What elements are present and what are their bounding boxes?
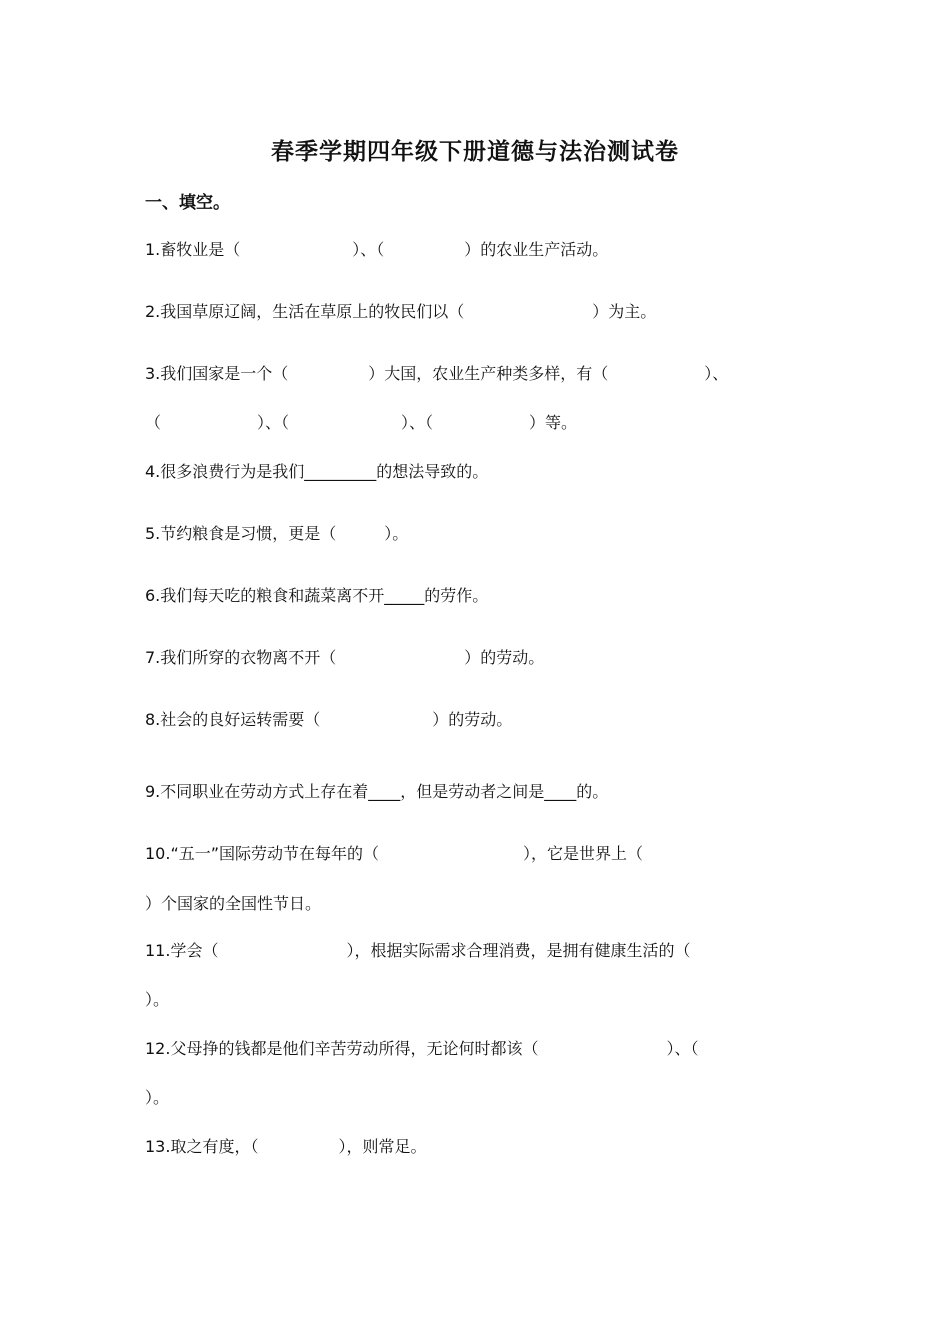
question-13: 13.取之有度，（ ），则常足。 bbox=[145, 1137, 427, 1156]
question-12: 12.父母挣的钱都是他们辛苦劳动所得，无论何时都该（ ）、（ bbox=[145, 1039, 699, 1058]
question-4: 4.很多浪费行为是我们_________的想法导致的。 bbox=[145, 462, 489, 481]
question-8: 8.社会的良好运转需要（ ）的劳动。 bbox=[145, 710, 513, 729]
question-3: 3.我们国家是一个（ ）大国，农业生产种类多样，有（ ）、 bbox=[145, 364, 729, 383]
question-11: 11.学会（ ），根据实际需求合理消费，是拥有健康生活的（ bbox=[145, 941, 691, 960]
question-12-continued: ）。 bbox=[145, 1088, 170, 1107]
question-11-continued: ）。 bbox=[145, 990, 170, 1009]
question-5: 5.节约粮食是习惯，更是（ ）。 bbox=[145, 524, 409, 543]
section-heading: 一、填空。 bbox=[145, 193, 230, 213]
question-10: 10.“五一”国际劳动节在每年的（ ），它是世界上（ bbox=[145, 844, 644, 863]
question-9: 9.不同职业在劳动方式上存在着____，但是劳动者之间是____的。 bbox=[145, 782, 609, 801]
question-10-continued: ）个国家的全国性节日。 bbox=[145, 894, 322, 913]
question-7: 7.我们所穿的衣物离不开（ ）的劳动。 bbox=[145, 648, 545, 667]
page-title: 春季学期四年级下册道德与法治测试卷 bbox=[271, 139, 679, 165]
question-6: 6.我们每天吃的粮食和蔬菜离不开_____的劳作。 bbox=[145, 586, 489, 605]
question-1: 1.畜牧业是（ ）、（ ）的农业生产活动。 bbox=[145, 240, 609, 259]
question-2: 2.我国草原辽阔，生活在草原上的牧民们以（ ）为主。 bbox=[145, 302, 657, 321]
question-3-continued: （ ）、（ ）、（ ）等。 bbox=[145, 413, 578, 432]
